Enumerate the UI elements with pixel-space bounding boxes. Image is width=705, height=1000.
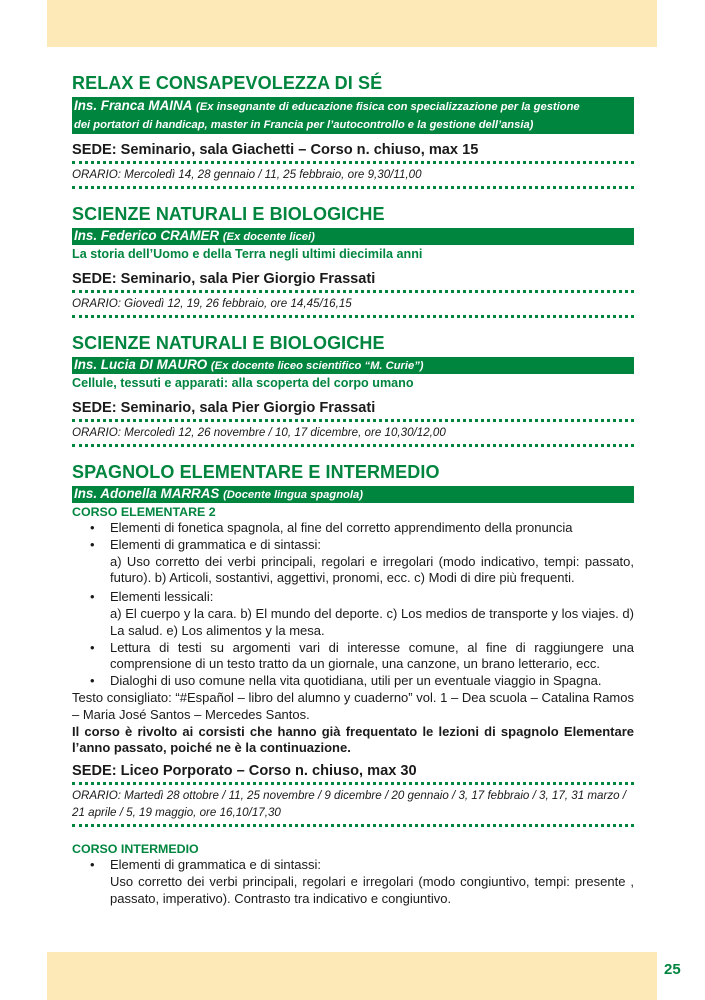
course-title-elementare: CORSO ELEMENTARE 2	[72, 505, 216, 519]
instructor-bar	[72, 228, 634, 245]
course-elementare-list	[72, 520, 634, 690]
instructor-note-line2: dei portatori di handicap, master in Francia per l’autocontrollo e la gestione dell’ansia)	[74, 118, 534, 131]
instructor-name: Ins. Federico CRAMER	[74, 228, 220, 243]
dotted-divider	[72, 315, 634, 318]
list-item-continuation: a) Uso corretto dei verbi principali, regolari e irregolari (modo indicativo, tempi: passato, futuro). b) Articoli, sostantivi, aggettivi, pronomi, ecc. c) Modi di dire più frequenti.	[110, 553, 634, 586]
dotted-divider	[72, 444, 634, 447]
section-scienze-1	[72, 201, 634, 318]
section-relax	[72, 70, 634, 189]
list-item-continuation: Uso corretto dei verbi principali, regolari e irregolari (modo congiuntivo, tempi: presente , passato, imperativo). Contrasto tra indicativo e congiuntivo.	[110, 873, 634, 906]
section-scienze-2	[72, 330, 634, 447]
list-item: • Elementi di grammatica e di sintassi:	[90, 857, 321, 873]
course-subtitle: Cellule, tessuti e apparati: alla scoperta del corpo umano	[72, 376, 414, 390]
list-item: • Lettura di testi su argomenti vari di interesse comune, al fine di raggiungere una comprensione di un testo tratto da un giornale, una canzone, un brano letterario, ecc.	[90, 639, 634, 672]
orario-line: ORARIO: Giovedì 12, 19, 26 febbraio, ore 14,45/16,15	[72, 297, 352, 310]
recommended-text: Testo consigliato: “#Español – libro del alumno y cuaderno” vol. 1 – Dea scuola – Catalina Ramos – Maria José Santos – Mercedes Santos.	[72, 689, 634, 722]
dotted-divider	[72, 824, 634, 827]
bottom-decorative-band	[47, 952, 657, 1000]
section-title: SCIENZE NATURALI E BIOLOGICHE	[72, 333, 385, 353]
sede-line: SEDE: Liceo Porporato – Corso n. chiuso, max 30	[72, 763, 417, 780]
list-item: • Elementi di grammatica e di sintassi:	[90, 536, 321, 552]
instructor-name: Ins. Lucia DI MAURO	[74, 357, 208, 372]
instructor-note: (Ex insegnante di educazione fisica con specializzazione per la gestione	[196, 101, 580, 113]
instructor-note: (Docente lingua spagnola)	[223, 489, 363, 501]
course-intermedio-list	[72, 857, 634, 907]
dotted-divider	[72, 186, 634, 189]
instructor-note: (Ex docente liceo scientifico “M. Curie”)	[210, 360, 424, 372]
section-spagnolo	[72, 459, 634, 908]
list-item-continuation: a) El cuerpo y la cara. b) El mundo del deporte. c) Los medios de transporte y los viajes. d) La salud. e) Los alimentos y la mesa.	[110, 605, 634, 638]
course-subtitle: La storia dell’Uomo e della Terra negli ultimi diecimila anni	[72, 247, 423, 261]
page-content	[72, 70, 634, 908]
orario-line: ORARIO: Martedì 28 ottobre / 11, 25 novembre / 9 dicembre / 20 gennaio / 3, 17 febbraio / 3, 17, 31 marzo / 21 aprile / 5, 19 maggio, ore 16,10/17,30	[72, 789, 627, 820]
instructor-bar	[72, 486, 634, 503]
section-title: SPAGNOLO ELEMENTARE E INTERMEDIO	[72, 462, 440, 482]
instructor-note: (Ex docente licei)	[222, 231, 315, 243]
instructor-bar	[72, 97, 634, 134]
instructor-name: Ins. Franca MAINA	[74, 98, 193, 113]
section-title: SCIENZE NATURALI E BIOLOGICHE	[72, 204, 385, 224]
top-decorative-band	[47, 0, 657, 47]
dotted-divider	[72, 782, 634, 785]
list-item: • Elementi di fonetica spagnola, al fine del corretto apprendimento della pronuncia	[90, 520, 573, 535]
page-number: 25	[664, 961, 681, 978]
course-note: Il corso è rivolto ai corsisti che hanno già frequentato le lezioni di spagnolo Elementare l’anno passato, poiché ne è la continuazione.	[72, 723, 634, 756]
list-item: • Elementi lessicali:	[90, 589, 214, 605]
sede-line: SEDE: Seminario, sala Pier Giorgio Frassati	[72, 400, 376, 416]
sede-line: SEDE: Seminario, sala Giachetti – Corso n. chiuso, max 15	[72, 142, 479, 158]
instructor-name: Ins. Adonella MARRAS	[74, 486, 220, 501]
list-item: • Dialoghi di uso comune nella vita quotidiana, utili per un eventuale viaggio in Spagna.	[90, 673, 602, 689]
dotted-divider	[72, 161, 634, 164]
instructor-bar	[72, 357, 634, 374]
orario-line: ORARIO: Mercoledì 14, 28 gennaio / 11, 25 febbraio, ore 9,30/11,00	[72, 168, 422, 181]
dotted-divider	[72, 290, 634, 293]
section-title: RELAX E CONSAPEVOLEZZA DI SÉ	[72, 73, 383, 93]
course-title-intermedio: CORSO INTERMEDIO	[72, 842, 199, 857]
orario-line: ORARIO: Mercoledì 12, 26 novembre / 10, 17 dicembre, ore 10,30/12,00	[72, 426, 446, 439]
sede-line: SEDE: Seminario, sala Pier Giorgio Frassati	[72, 271, 376, 287]
dotted-divider	[72, 419, 634, 422]
